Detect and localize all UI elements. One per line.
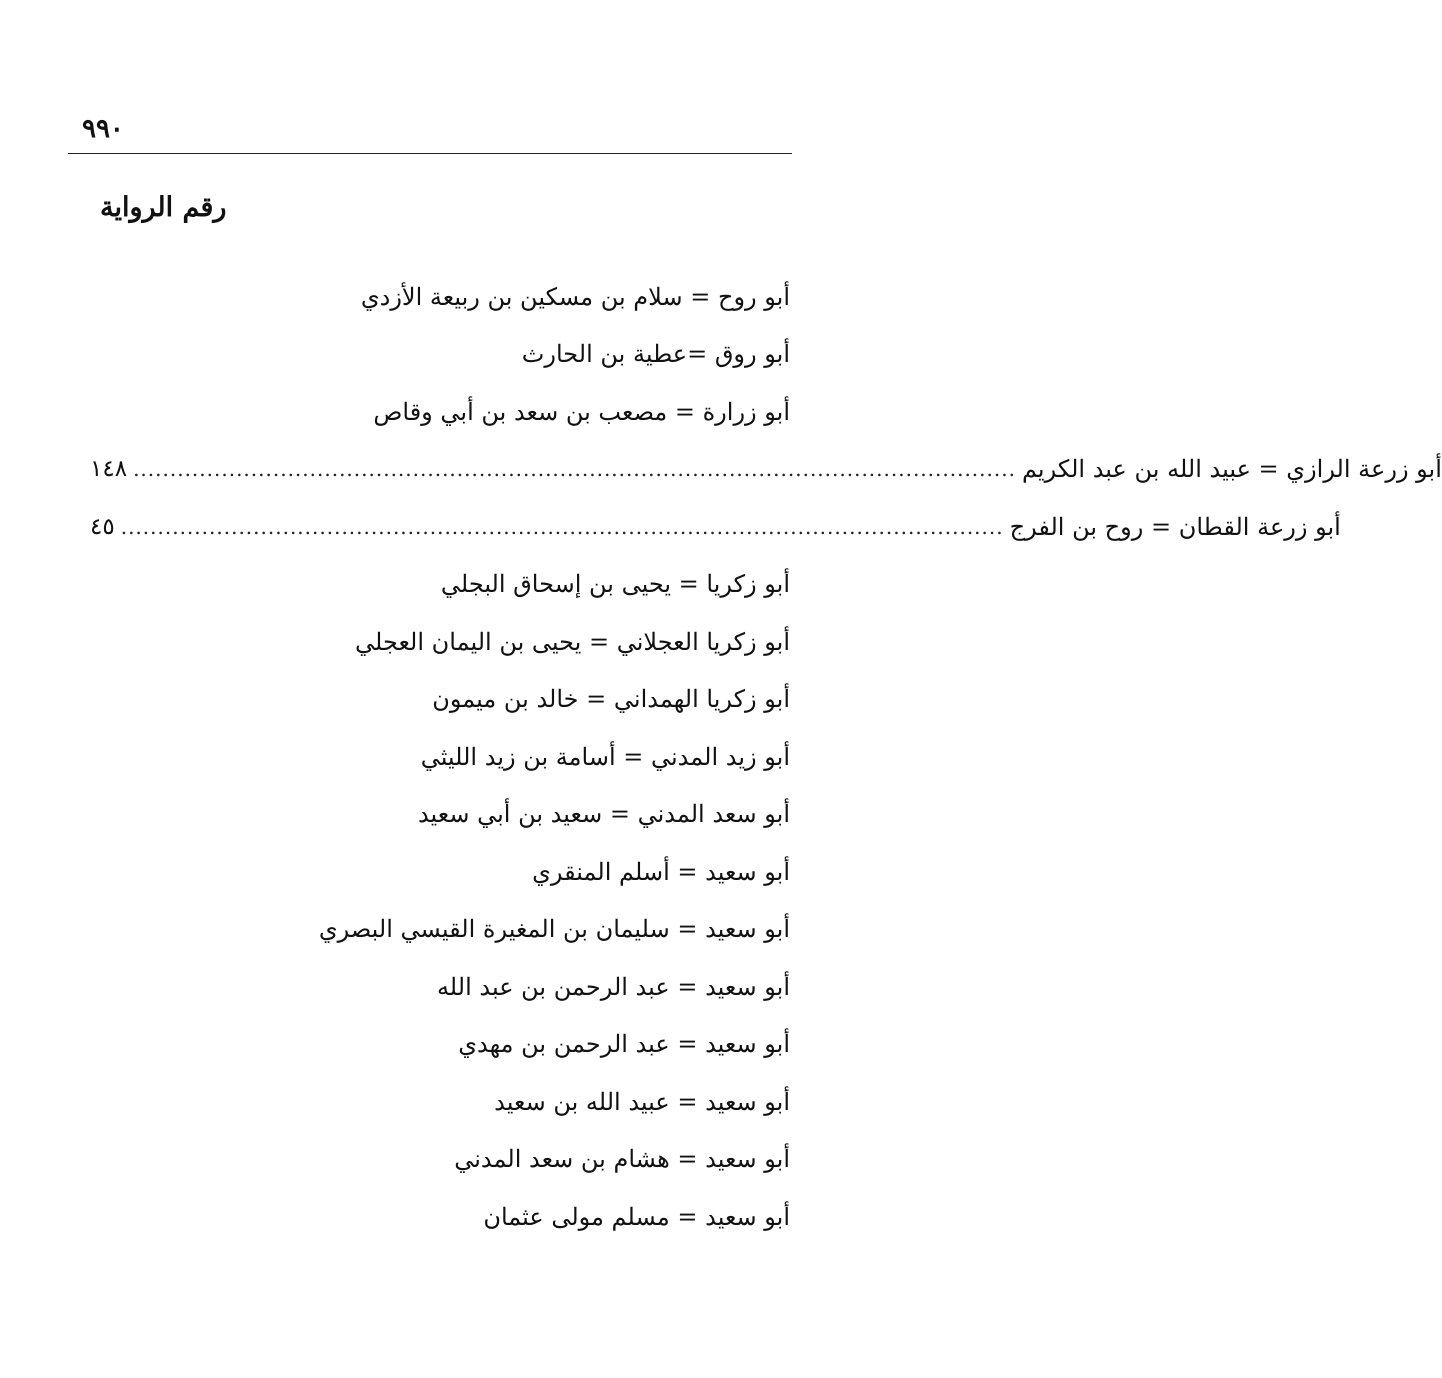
list-item <box>90 268 790 326</box>
list-item <box>90 613 790 671</box>
list-item <box>90 1188 790 1246</box>
list-item <box>90 556 790 614</box>
list-item <box>90 498 1341 556</box>
entry-text: أبو سعد المدني = سعيد بن أبي سعيد <box>417 800 790 829</box>
dot-leader: ........................................................................................................................ <box>120 514 1004 539</box>
entry-text: أبو سعيد = مسلم مولى عثمان <box>483 1202 790 1231</box>
list-item <box>90 441 1442 499</box>
list-item <box>90 901 790 959</box>
entry-text: أبو زيد المدني = أسامة بن زيد الليثي <box>420 742 790 771</box>
entry-reference-number: ١٤٨ <box>90 456 128 483</box>
entry-text: أبو سعيد = سليمان بن المغيرة القيسي البصري <box>318 915 790 944</box>
list-item <box>90 671 790 729</box>
entry-text: أبو روح = سلام بن مسكين بن ربيعة الأزدي <box>360 282 790 311</box>
list-item <box>90 786 790 844</box>
entry-text: أبو سعيد = أسلم المنقري <box>532 857 790 886</box>
list-item <box>90 843 790 901</box>
entry-text: أبو روق =عطية بن الحارث <box>521 340 790 369</box>
list-item <box>90 326 790 384</box>
entry-text: أبو سعيد = عبد الرحمن بن مهدي <box>458 1030 790 1059</box>
list-item <box>90 1016 790 1074</box>
list-item <box>90 1131 790 1189</box>
entry-text: أبو زكريا العجلاني = يحيى بن اليمان العجلي <box>355 627 790 656</box>
header-rule <box>68 153 792 154</box>
dot-leader: ........................................................................................................................ <box>133 457 1016 482</box>
entry-text: أبو سعيد = عبيد الله بن سعيد <box>494 1087 790 1116</box>
entry-text: أبو زرارة = مصعب بن سعد بن أبي وقاص <box>373 397 790 426</box>
list-item <box>90 728 790 786</box>
list-item <box>90 1073 790 1131</box>
entry-text: أبو زكريا الهمداني = خالد بن ميمون <box>432 685 790 714</box>
entry-text: أبو سعيد = عبد الرحمن بن عبد الله <box>436 972 790 1001</box>
entry-text: أبو زكريا = يحيى بن إسحاق البجلي <box>440 570 790 599</box>
entry-text: أبو زرعة القطان = روح بن الفرج <box>1009 512 1341 541</box>
list-item <box>90 383 790 441</box>
entry-reference-number: ٤٥ <box>90 513 115 540</box>
entry-text: أبو زرعة الرازي = عبيد الله بن عبد الكريم <box>1021 455 1442 484</box>
page-number: ٩٩٠ <box>82 114 124 144</box>
column-heading: رقم الرواية <box>100 192 227 223</box>
entry-text: أبو سعيد = هشام بن سعد المدني <box>454 1145 790 1174</box>
list-item <box>90 958 790 1016</box>
entry-list <box>90 268 1442 1246</box>
